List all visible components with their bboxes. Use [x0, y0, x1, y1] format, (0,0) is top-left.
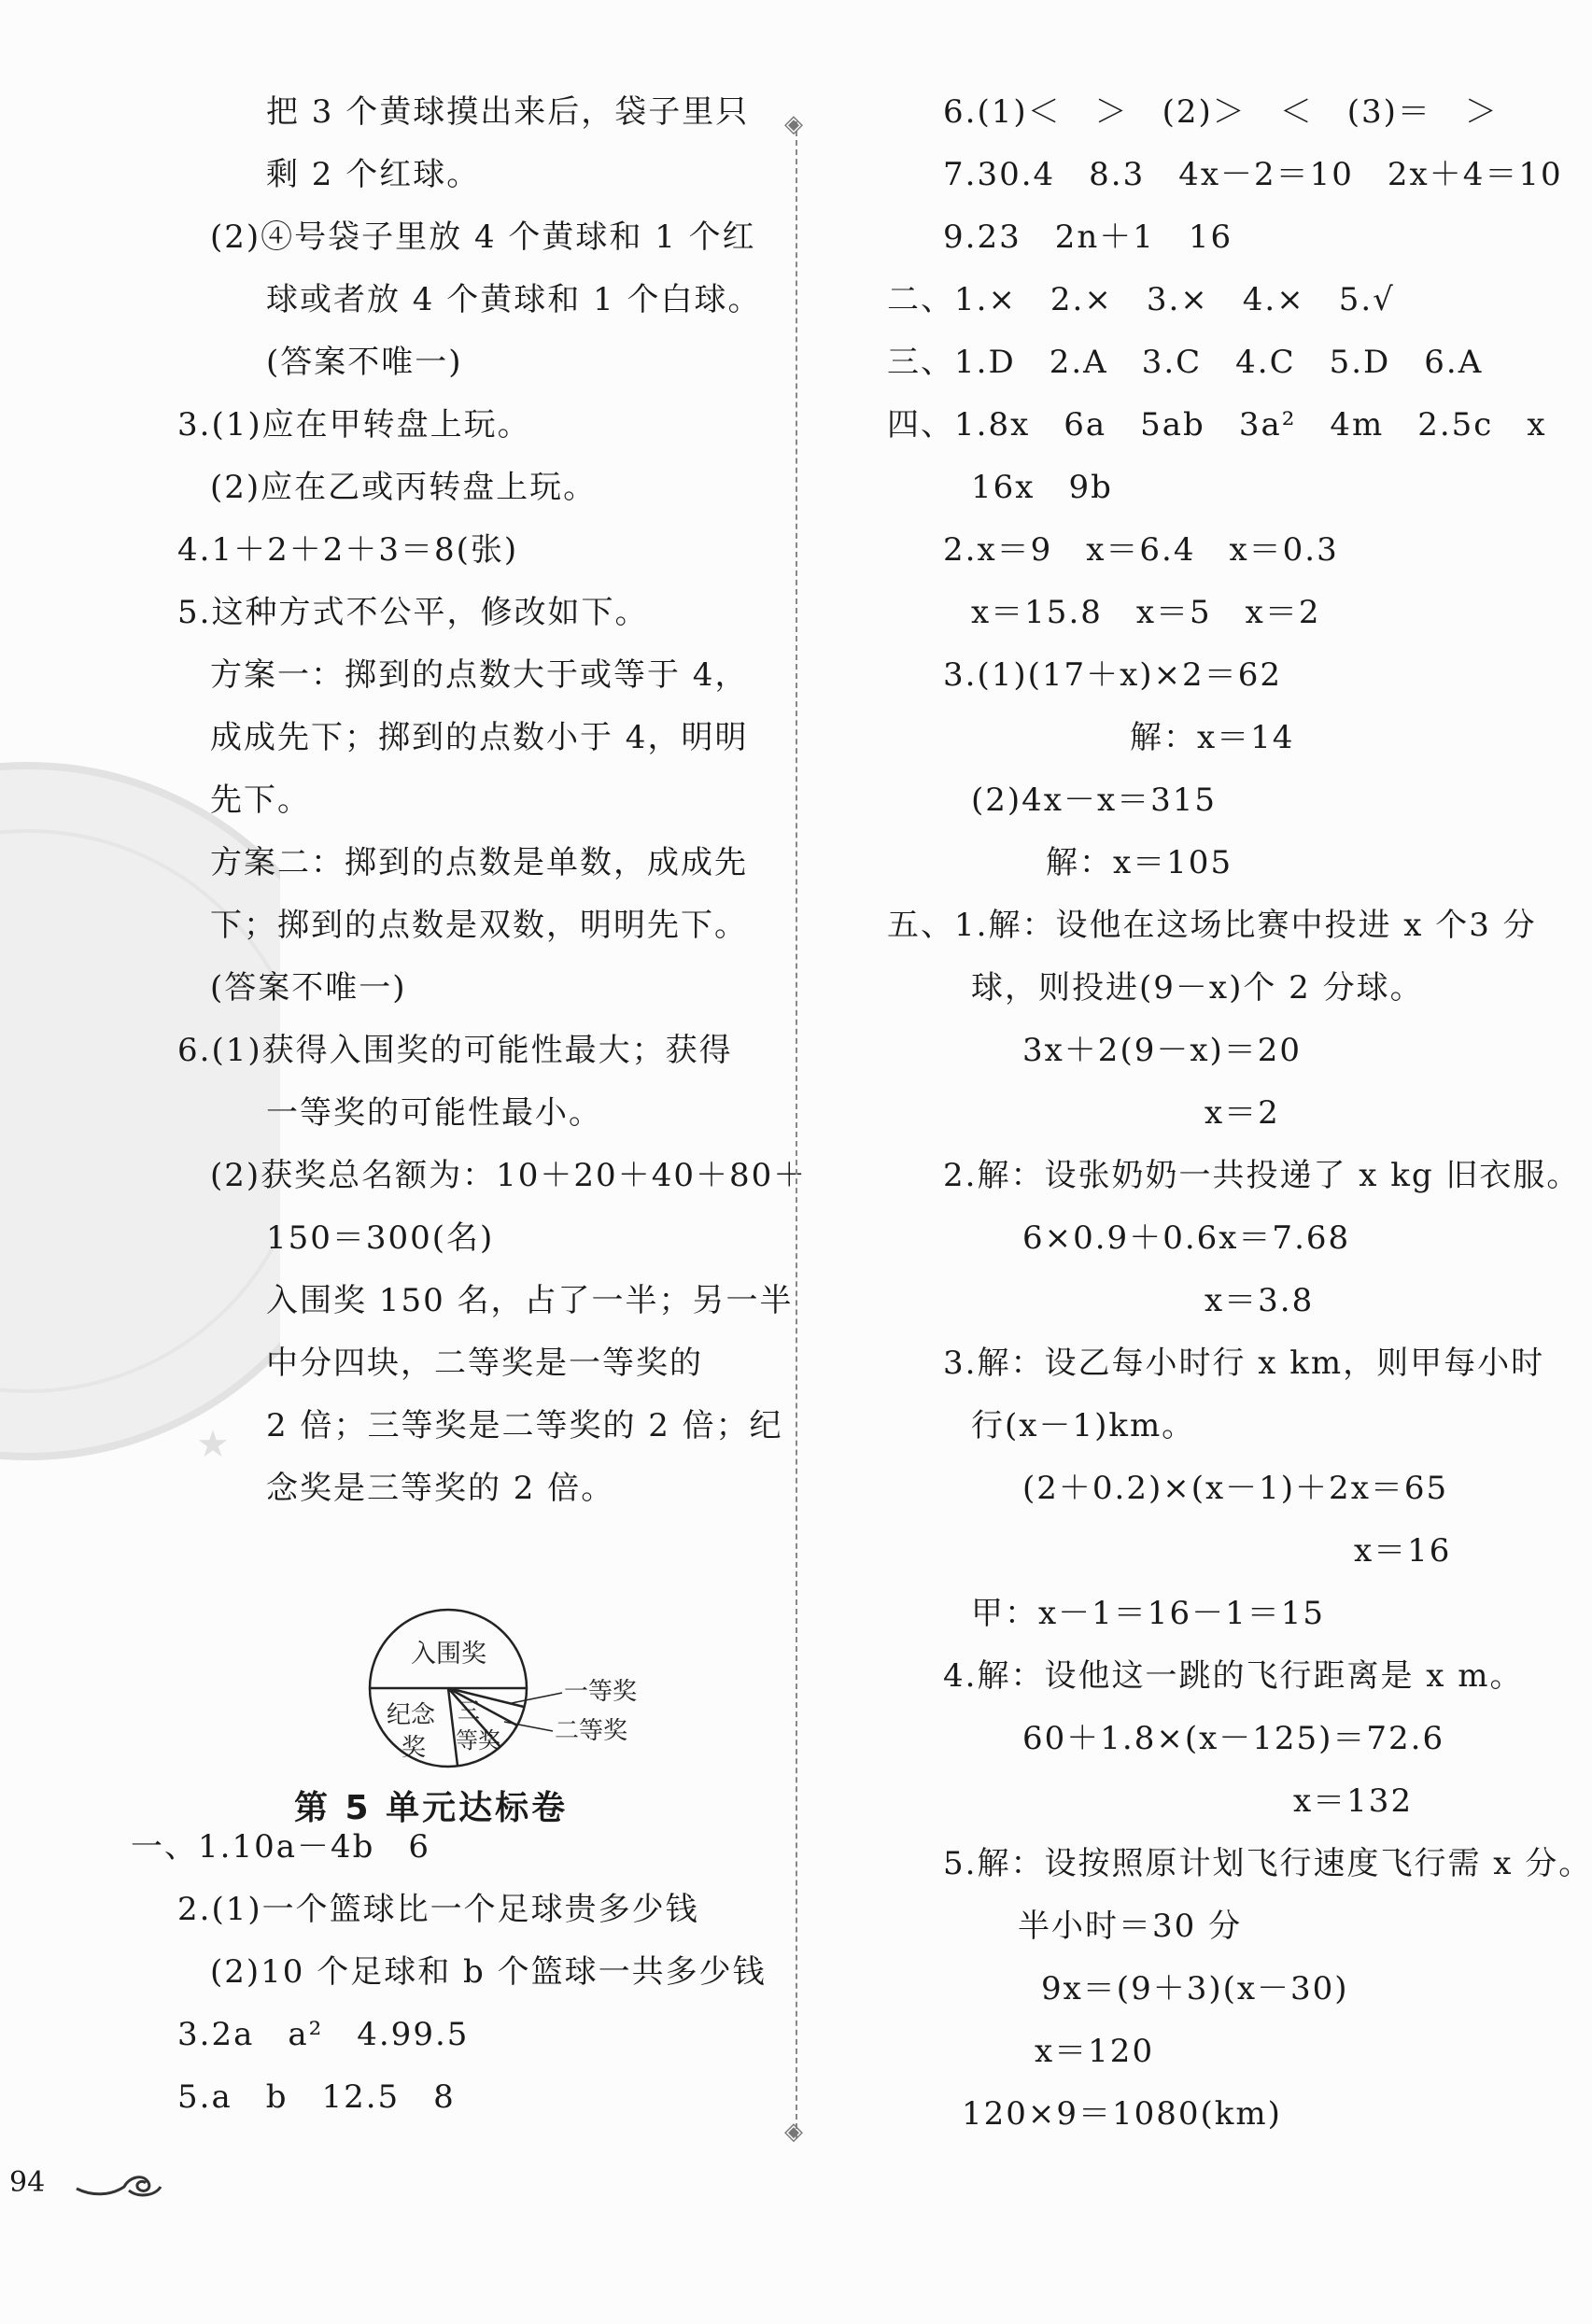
answer-line: 9x＝(9＋3)(x－30): [1041, 1970, 1349, 2007]
answer-line: 4.解：设他这一跳的飞行距离是 x m。: [943, 1657, 1524, 1695]
answer-line: x＝132: [1293, 1782, 1414, 1820]
answer-line: 9.23 2n＋1 16: [943, 218, 1233, 256]
page-number: 94: [9, 2166, 46, 2199]
answer-line: 4.1＋2＋2＋3＝8(张): [177, 531, 519, 569]
answer-line: (2)4x－x＝315: [971, 782, 1218, 819]
prize-pie-chart: [345, 1606, 682, 1774]
answer-line: 6.(1)获得入围奖的可能性最大；获得: [177, 1032, 733, 1069]
answer-line: 球，则投进(9－x)个 2 分球。: [971, 969, 1424, 1007]
answer-line: 先下。: [210, 782, 311, 819]
label-first: 一等奖: [564, 1678, 638, 1706]
leader-second: [504, 1722, 553, 1731]
answer-line: x＝2: [1205, 1094, 1280, 1132]
label-memorial-b: 奖: [402, 1734, 427, 1762]
answer-line: 2 倍；三等奖是二等奖的 2 倍；纪: [266, 1407, 783, 1444]
answer-line: 2.解：设张奶奶一共投递了 x kg 旧衣服。: [943, 1157, 1581, 1194]
answer-line: 解：x＝105: [1046, 844, 1233, 881]
answer-line: (2＋0.2)×(x－1)＋2x＝65: [1022, 1470, 1449, 1507]
answer-line: 二、1.× 2.× 3.× 4.× 5.√: [887, 281, 1395, 318]
answer-line: 6.(1)＜ ＞ (2)＞ ＜ (3)＝ ＞: [943, 93, 1499, 131]
answer-line: 120×9＝1080(km): [962, 2095, 1282, 2133]
answer-line: (2)应在乙或丙转盘上玩。: [210, 469, 598, 506]
answer-line: 5.解：设按照原计划飞行速度飞行需 x 分。: [943, 1845, 1592, 1882]
answer-line: 2.x＝9 x＝6.4 x＝0.3: [943, 531, 1339, 569]
answer-line: 三、1.D 2.A 3.C 4.C 5.D 6.A: [887, 344, 1484, 381]
answer-line: 五、1.解：设他在这场比赛中投进 x 个3 分: [887, 907, 1537, 944]
svg-text:★: ★: [196, 1423, 230, 1466]
answer-line: x＝120: [1035, 2033, 1155, 2070]
answer-line: (2)获奖总名额为：10＋20＋40＋80＋: [210, 1157, 808, 1194]
answer-line: (2)10 个足球和 b 个篮球一共多少钱: [210, 1953, 767, 1991]
answer-line: 念奖是三等奖的 2 倍。: [266, 1470, 615, 1507]
answer-line: 7.30.4 8.3 4x－2＝10 2x＋4＝10: [943, 156, 1563, 193]
answer-line: 中分四块，二等奖是一等奖的: [266, 1345, 703, 1382]
answer-line: x＝16: [1354, 1532, 1452, 1570]
answer-line: 16x 9b: [971, 469, 1113, 506]
answer-line: 3.(1)应在甲转盘上玩。: [177, 406, 531, 444]
answer-line: 甲：x－1＝16－1＝15: [971, 1595, 1325, 1632]
answer-line: x＝15.8 x＝5 x＝2: [971, 594, 1321, 631]
answer-line: (2)④号袋子里放 4 个黄球和 1 个红: [210, 218, 756, 256]
answer-line: 一、1.10a－4b 6: [131, 1828, 431, 1866]
answer-line: 入围奖 150 名，占了一半；另一半: [266, 1282, 794, 1319]
answer-line: 下；掷到的点数是双数，明明先下。: [210, 907, 748, 944]
answer-line: 3.(1)(17＋x)×2＝62: [943, 656, 1282, 694]
divider-ornament-bottom: ◈: [784, 2118, 803, 2146]
answer-line: 5.这种方式不公平，修改如下。: [177, 594, 649, 631]
answer-line: (答案不唯一): [210, 969, 407, 1007]
answer-line: 3.2a a² 4.99.5: [177, 2016, 470, 2053]
answer-line: 半小时＝30 分: [1018, 1908, 1243, 1945]
answer-line: 球或者放 4 个黄球和 1 个白球。: [266, 281, 762, 318]
answer-line: 行(x－1)km。: [971, 1407, 1196, 1444]
leader-first: [512, 1693, 562, 1703]
column-divider: [796, 121, 797, 2138]
label-third-a: 三: [458, 1697, 480, 1724]
answer-line: 3.解：设乙每小时行 x km，则甲每小时: [943, 1345, 1545, 1382]
answer-line: 5.a b 12.5 8: [177, 2078, 456, 2116]
cloud-ornament-icon: [73, 2164, 166, 2202]
answer-line: 把 3 个黄球摸出来后，袋子里只: [266, 93, 750, 131]
answer-line: 150＝300(名): [266, 1219, 495, 1257]
answer-line: 解：x＝14: [1130, 719, 1295, 756]
answer-line: 60＋1.8×(x－125)＝72.6: [1022, 1720, 1445, 1757]
answer-line: 一等奖的可能性最小。: [266, 1094, 602, 1132]
answer-line: 成成先下；掷到的点数小于 4，明明: [210, 719, 749, 756]
answer-line: (答案不唯一): [266, 344, 463, 381]
answer-line: 四、1.8x 6a 5ab 3a² 4m 2.5c x: [887, 406, 1547, 444]
answer-line: 2.(1)一个篮球比一个足球贵多少钱: [177, 1891, 699, 1928]
answer-line: 3x＋2(9－x)＝20: [1022, 1032, 1303, 1069]
answer-line: 剩 2 个红球。: [266, 156, 481, 193]
answer-line: 方案二：掷到的点数是单数，成成先: [210, 844, 748, 881]
section-title: 第 5 单元达标卷: [294, 1789, 569, 1827]
label-memorial-a: 纪念: [387, 1701, 436, 1729]
label-finalist: 入围奖: [411, 1640, 486, 1669]
label-second: 二等奖: [555, 1717, 628, 1745]
answer-line: x＝3.8: [1205, 1282, 1315, 1319]
divider-ornament-top: ◈: [784, 110, 803, 138]
answer-line: 方案一：掷到的点数大于或等于 4，: [210, 656, 749, 694]
label-third-b: 等奖: [456, 1727, 500, 1754]
answer-line: 6×0.9＋0.6x＝7.68: [1022, 1219, 1351, 1257]
